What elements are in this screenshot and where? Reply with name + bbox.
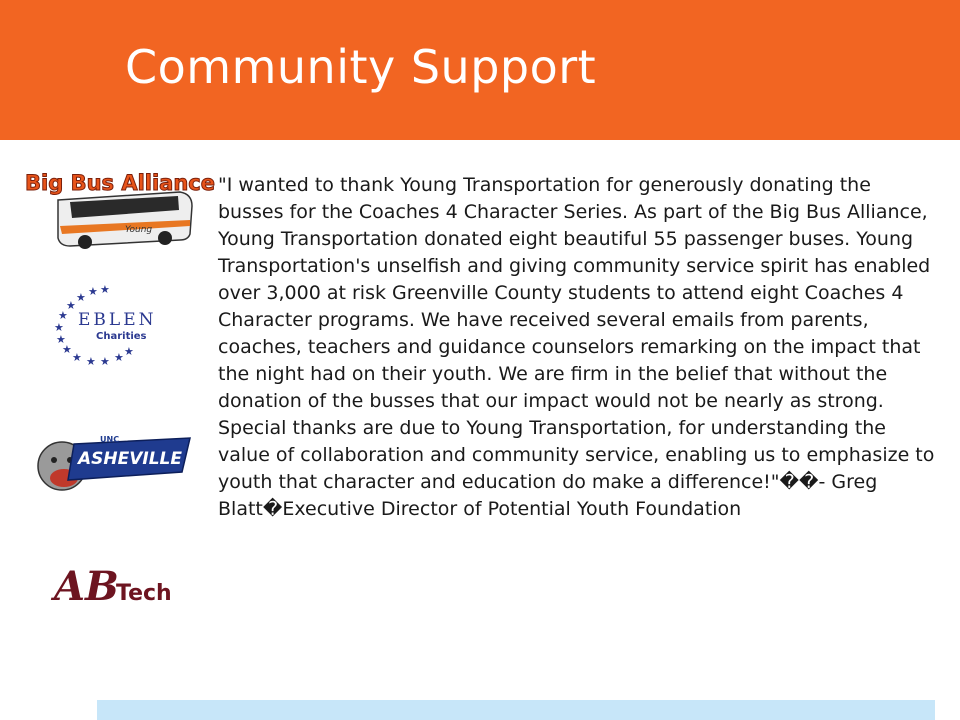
eblen-charities-logo (48, 283, 168, 368)
svg-text:★: ★ (66, 299, 76, 312)
ab-letters: AB (54, 563, 119, 610)
svg-text:★: ★ (54, 321, 64, 334)
testimonial-quote: "I wanted to thank Young Transportation for generously donating the busses for the Coaches 4 Character Series. As part of the Big Bus Alliance, Young Transportation donated eight beautiful 55 passenger buses. Young Transportation's unselfish and giving community service spirit has enabled over 3,000 at risk Greenville County students to attend eight Coaches 4 Character programs. We have received several emails from parents, coaches, teachers and guidance counselors remarking on the impact that the night had on their youth. We are firm in the belief that without the donation of the busses that our impact would not be nearly as strong. Special thanks are due to Young Transportation, for understanding the value of collaboration and community service, enabling us to emphasize to youth that character and education do make a difference!"��- Greg Blatt�Executive Director of Potential Youth Foundation (218, 174, 935, 520)
svg-text:★: ★ (56, 333, 66, 346)
svg-text:★: ★ (114, 351, 124, 364)
svg-text:★: ★ (100, 283, 110, 296)
big-bus-alliance-logo (25, 160, 215, 250)
svg-text:★: ★ (100, 355, 110, 368)
eblen-name: EBLEN (78, 310, 157, 330)
eblen-star-ring (48, 283, 168, 368)
svg-text:★: ★ (86, 355, 96, 368)
bus-side-text: Young (125, 225, 153, 235)
tech-wordmark: Tech (116, 581, 172, 606)
ab-tech-logo (54, 560, 174, 610)
svg-text:★: ★ (72, 351, 82, 364)
eblen-sub: Charities (96, 331, 147, 342)
slide-title: Community Support (125, 40, 597, 94)
svg-text:★: ★ (76, 291, 86, 304)
title-banner (0, 0, 960, 140)
svg-text:★: ★ (62, 343, 72, 356)
unc-asheville-logo (34, 420, 194, 500)
big-bus-alliance-wordmark: Big Bus Alliance (25, 171, 215, 195)
svg-text:★: ★ (58, 309, 68, 322)
footer-bar (97, 700, 935, 720)
asheville-wordmark: ASHEVILLE (77, 449, 183, 469)
svg-text:★: ★ (124, 345, 134, 358)
unc-wordmark: UNC (100, 435, 120, 444)
svg-text:★: ★ (88, 285, 98, 298)
